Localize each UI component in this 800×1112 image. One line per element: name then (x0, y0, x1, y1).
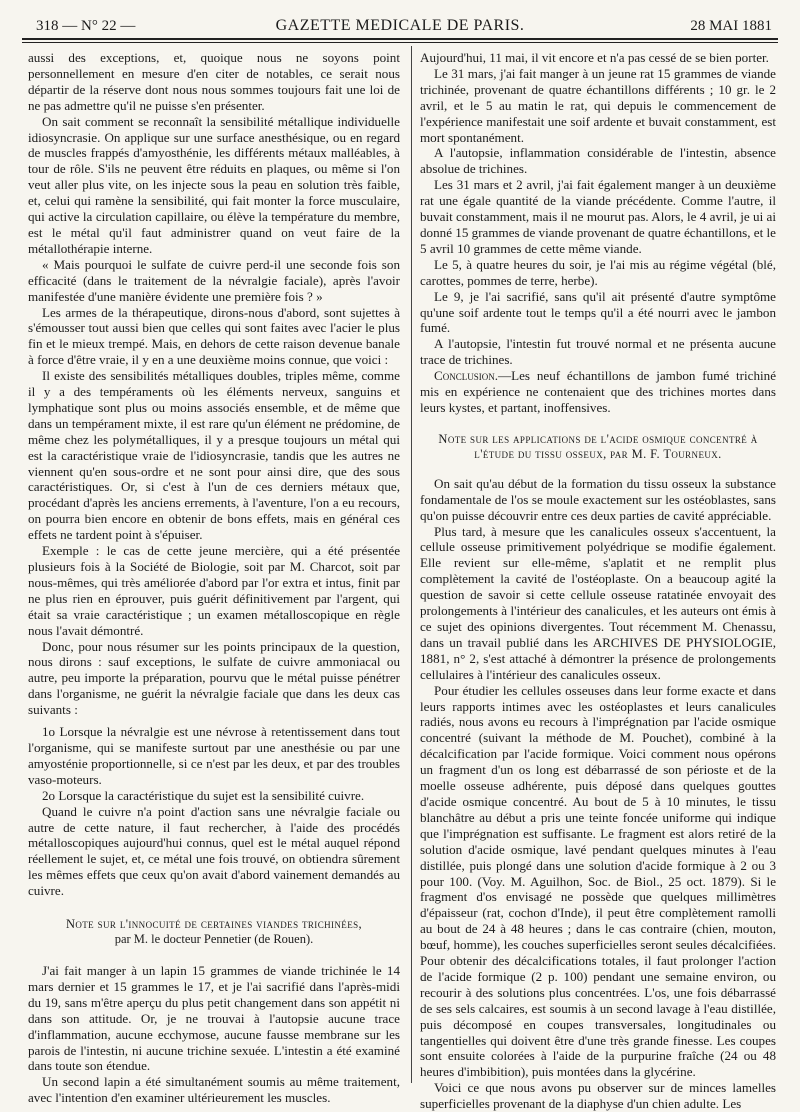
paragraph: Donc, pour nous résumer sur les points principaux de la question, nous dirons : sauf exceptions, le sulfate de cuivre ammoniacal ou autre, peu importe la préparation, pourvu que le métal puisse pénétrer dans l'organisme, ne guérit la névralgie faciale que dans les deux cas suivants : (28, 638, 400, 718)
paragraph: Quand le cuivre n'a point d'action sans une névralgie faciale ou autre de cette nature, il faut rechercher, à l'aide des procédés métalloscopiques aujourd'hui connus, quel est le métal auquel répond réellement le sujet, et, ce métal une fois trouvé, on obtiendra sûrement les mêmes effets que ceux qu'on avait d'abord vainement demandés au cuivre. (28, 803, 400, 899)
article-title (420, 432, 776, 462)
paragraph: J'ai fait manger à un lapin 15 grammes de viande trichinée le 14 mars dernier et 15 grammes le 17, et je l'ai sacrifié dans l'après-midi du 19, sans m'être aperçu du plus petit changement dans son appétit ni dans son attitude. Or, je ne trouvai à l'autopsie aucune trace d'inflammation, aucune ecchymose, aucune fausse membrane sur les parois de l'intestin, ni aucune trichine sexuée. L'intestin a été examiné dans toute son étendue. (28, 963, 400, 1074)
header-rule-thin (22, 42, 778, 43)
paragraph: A l'autopsie, l'intestin fut trouvé normal et ne présenta aucune trace de trichines. (420, 336, 776, 368)
journal-title: GAZETTE MEDICALE DE PARIS. (275, 17, 525, 34)
list-item: 1o Lorsque la névralgie est une névrose à retentissement dans tout l'organisme, qui se manifeste surtout par une anesthésie ou par une amyosténie proportionnelle, si ce n'est par les deux, et par des troubles vaso-moteurs. (28, 724, 400, 787)
paragraph: Il existe des sensibilités métalliques doubles, triples même, comme il y a des tempéraments où les éléments nerveux, sanguins et lymphatique sont plus ou moins associés ensemble, et de même que dans un tempérament mixte, il est rare qu'un élément ne prédomine, de même chez les polymétalliques, il y a presque toujours un métal qui est la caractéristique vraie de l'idiosyncrasie, tandis que les autres ne viennent qu'en sous-ordre et ne sont pour ainsi dire, que des sous caractéristiques. Or, si c'est à l'un de ces derniers métaux que, procédant d'après les anciens errements, à l'aventure, l'on a eu recours, on pourra bien encore en obtenir de bons effets, mais en général ces effets ne tardent point à s'épuiser. (28, 368, 400, 543)
column-divider (411, 46, 412, 1083)
page-number: 318 — N° 22 — (36, 18, 136, 34)
paragraph: A l'autopsie, inflammation considérable de l'intestin, absence absolue de trichines. (420, 145, 776, 177)
paragraph: Le 9, je l'ai sacrifié, sans qu'il ait présenté d'autre symptôme qu'une soif ardente tout le temps qu'il a été nourri avec le jambon fumé. (420, 288, 776, 336)
article-author-line: par M. le docteur Pennetier (de Rouen). (114, 932, 314, 947)
article-title (28, 917, 400, 947)
paragraph: Un second lapin a été simultanément soumis au même traitement, avec l'intention d'en examiner ultérieurement les muscles. (28, 1074, 400, 1106)
paragraph: Aujourd'hui, 11 mai, il vit encore et n'a pas cessé de se bien porter. (420, 50, 769, 65)
page-header (22, 12, 778, 38)
right-column (420, 50, 776, 1112)
list-item: 2o Lorsque la caractéristique du sujet est la sensibilité cuivre. (42, 787, 365, 803)
paragraph: Le 31 mars, j'ai fait manger à un jeune rat 15 grammes de viande trichinée, provenant de quatre échantillons différents ; 10 gr. le 2 avril, et le 5 au matin le rat, qui depuis le commencement de l'expérience manifestait une soif ardente et buvait constamment, est mort spontanément. (420, 65, 776, 145)
paragraph: Les 31 mars et 2 avril, j'ai fait également manger à un deuxième rat une égale quantité de la viande précédente. Comme l'autre, il buvait constamment, mais il ne mourut pas. Alors, le 4 avril, je ui ai donné 15 grammes de viande provenant de quatre échantillons, et le 5 avril 10 grammes de cette même viande. (420, 177, 776, 256)
conclusion-paragraph (420, 368, 776, 416)
paragraph: On sait qu'au début de la formation du tissu osseux la substance fondamentale de l'os se moule exactement sur les ostéoblastes, sans qu'on puisse découvrir entre ces deux parties de cavité appréciable. (420, 475, 776, 523)
article-title-line: Note sur les applications de l'acide osmique concentré à (438, 431, 758, 446)
left-column (28, 50, 400, 1106)
article-author-line: l'étude du tissu osseux, par M. F. Tourneux. (474, 446, 722, 461)
paragraph: Pour étudier les cellules osseuses dans leur forme exacte et dans leurs rapports intimes avec les ostéoplastes et leurs canalicules radiés, nous avons eu recours à l'imprégnation par l'acide osmique concentré (suivant la méthode de M. Pouchet), combiné à la décalcification par l'acide formique. Voici comment nous opérons un fragment d'un os long est débarrassé de son périoste et de la moelle osseuse adhérente, puis déposé dans quelques gouttes d'acide osmique concentré. Au bout de 5 à 10 minutes, le tissu blanchâtre au début a pris une teinte foncée uniforme qui indique que l'imprégnation est suffisante. Le fragment est alors retiré de la solution d'acide osmique, lavé pendant quelques minutes à l'eau distillée, puis plongé dans une solution d'acide formique à 2 ou 3 pour 100. (Voy. M. Aguilhon, Soc. de Biol., 25 oct. 1879). Si le fragment d'os envisagé ne possède que quelques millimètres d'épaisseur (rat, cochon d'Inde), il peut être complètement ramolli au bout de 24 à 48 heures ; dans le cas contraire (chien, mouton, bœuf, homme), les couches superficielles seront seules décalcifiées. Pour obtenir des décalcifications totales, il faut prolonger l'action de l'acide formique (2 p. 100) pendant une semaine environ, ou recourir à des solutions plus concentrées. L'os, une fois débarrassé de ses sels calcaires, est soumis à un second lavage à l'eau distillée, puis décomposé en coupes transversales, longitudinales ou tangentielles qui doivent être d'une très grande finesse. Les coupes sont ensuite colorées à l'aide de la purpurine fraîche (24 ou 48 heures d'imbibition), puis montées dans la glycérine. (420, 682, 776, 1080)
conclusion-text: —Les neuf échantillons de jambon fumé trichiné mis en expérience ne contenaient que des trichines mortes dans leurs kystes, et partant, inoffensives. (420, 368, 776, 415)
paragraph: Plus tard, à mesure que les canalicules osseux s'accentuent, la cellule osseuse primitivement polyédrique se modifie également. Elle revient sur elle-même, s'aplatit et ne remplit plus complètement la cavité de l'ostéoplaste. On a beaucoup agité la question de savoir si cette cellule osseuse ratatinée envoyait des prolongements à l'intérieur des canalicules, et les auteurs ont émis à ce sujet des opinions divergentes. Tout récemment M. Chenassu, dans un travail publié dans les ARCHIVES DE PHYSIOLOGIE, 1881, n° 2, s'est attaché à démontrer la présence de prolongements cellulaires à l'intérieur des canalicules osseux. (420, 523, 776, 682)
conclusion-label: Conclusion. (434, 368, 499, 384)
quoted-question: « Mais pourquoi le sulfate de cuivre perd-il une seconde fois son efficacité (dans le traitement de la névralgie faciale), après l'avoir manifestée d'une manière évidente une première fois ? » (28, 256, 400, 304)
paragraph: Voici ce que nous avons pu observer sur de minces lamelles superficielles provenant de la diaphyse d'un chien adulte. Les (420, 1080, 776, 1112)
paragraph: On sait comment se reconnaît la sensibilité métallique individuelle idiosyncrasie. On applique sur une surface anesthésique, ou en regard de muscles frappés d'amyosthénie, les différents métaux malléables, à tour de rôle. S'ils ne peuvent être réduits en plaques, ou même si l'on veut aller plus vite, on les injecte sous la peau en solution très faible, et, celui qui ramène la sensibilité, qui fait monter la force musculaire, qui active la circulation capillaire, ou élève la température du membre, est le métal qu'il faut administrer quand on veut faire de la métallothérapie interne. (28, 113, 400, 256)
paragraph: Le 5, à quatre heures du soir, je l'ai mis au régime végétal (blé, carottes, pommes de terre, herbe). (420, 256, 776, 288)
paragraph: aussi des exceptions, et, quoique nous ne soyons point personnellement en mesure d'en citer de notables, ce serait nous départir de la réserve dont nous nous sommes toujours fait une loi de ne pas admettre qu'il ne puisse s'en présenter. (28, 50, 400, 113)
header-rule-thick (22, 38, 778, 40)
paragraph: Les armes de la thérapeutique, dirons-nous d'abord, sont sujettes à s'émousser tout aussi bien que celles qui sont faites avec l'acier le plus fin et le mieux trempé. Mais, en dehors de cette raison devenue banale à force d'être vraie, il y en a une deuxième moins connue, que voici : (28, 304, 400, 368)
issue-date: 28 MAI 1881 (690, 18, 772, 34)
paragraph: Exemple : le cas de cette jeune mercière, qui a été présentée plusieurs fois à la Société de Biologie, soit par M. Charcot, soit par nous-mêmes, qui très améliorée d'abord par l'or extra et intus, finit par ne plus rien en éprouver, puis guérit définitivement par l'argent, qui était sa vraie caractéristique ; un examen métalloscopique en règle nous l'avait démontré. (28, 543, 400, 638)
article-title-line: Note sur l'innocuité de certaines viandes trichinées, (65, 917, 363, 932)
